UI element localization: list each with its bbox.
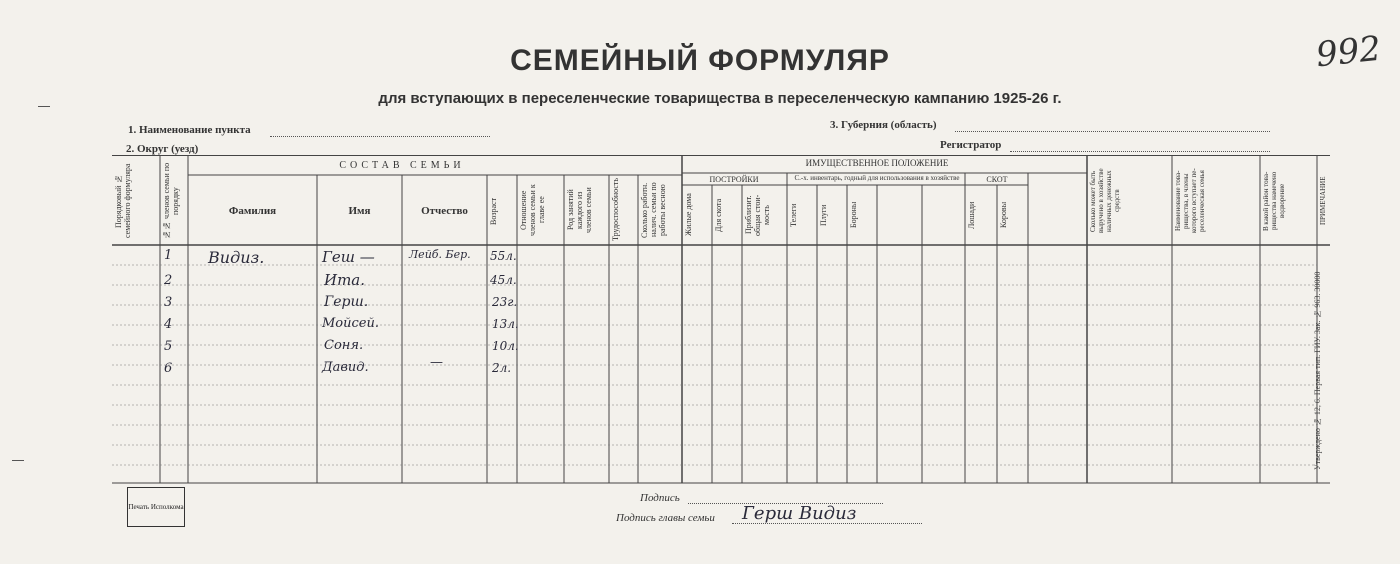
col-district-header: В какой район това- рищества намечено водворение <box>1262 171 1286 231</box>
head-signature-value: Герш Видиз <box>742 503 857 524</box>
field-punkt-line[interactable] <box>270 136 490 137</box>
col-member-no-header: №№ членов семьи по порядку <box>162 162 180 240</box>
page-title: СЕМЕЙНЫЙ ФОРМУЛЯР <box>510 44 890 77</box>
row-1-no: 1 <box>164 248 173 263</box>
row-6-no: 6 <box>164 361 173 376</box>
group-family-header: СОСТАВ СЕМЬИ <box>339 160 465 171</box>
family-table <box>112 155 1330 485</box>
group-livestock-header: СКОТ <box>986 175 1008 184</box>
col-ploughs-header: Плуги <box>819 204 828 226</box>
col-houses-header: Жилые дома <box>684 193 693 237</box>
row-2-age: 45л. <box>490 273 517 287</box>
row-6-age: 2л. <box>492 361 512 375</box>
row-2-name: Ита. <box>324 271 366 289</box>
col-partnership-header: Наименование това- рищества, в члены которого вступает пе- реселенческая семья <box>1174 168 1206 234</box>
page-subtitle: для вступающих в переселенческие товарищества в переселенческую кампанию 1925-26 г. <box>378 90 1062 107</box>
row-1-name: Геш — <box>322 248 375 266</box>
row-1-age: 55л. <box>490 249 517 263</box>
field-registrator-line[interactable] <box>1010 151 1270 152</box>
col-name-header: Имя <box>348 205 371 217</box>
col-work-capacity-header: Трудоспособность <box>611 177 620 241</box>
col-money-header: Сколько может быть выручено в хозяйстве наличных денежных средств <box>1089 168 1121 234</box>
field-registrator-label: Регистратор <box>940 139 1002 151</box>
col-occupation-header: Род занятий каждого из членов семьи <box>566 187 593 233</box>
row-3-age: 23г. <box>492 295 518 309</box>
col-carts-header: Телеги <box>789 203 798 227</box>
group-inventory-header: С.-х. инвентарь, годный для использования в хозяйстве <box>794 174 960 182</box>
row-1-patronymic: Лейб. Бер. <box>409 248 471 261</box>
row-4-age: 13л. <box>492 317 519 331</box>
row-1-surname: Видиз. <box>208 248 265 267</box>
col-cows-header: Коровы <box>999 201 1008 229</box>
col-workers-header: Сколько работн. налич. семьи по работы весною <box>640 182 667 238</box>
archive-number: 992 <box>1314 28 1383 76</box>
group-buildings-header: ПОСТРОЙКИ <box>709 175 759 184</box>
field-okrug-label: 2. Округ (уезд) <box>126 143 199 155</box>
margin-mark <box>12 460 24 461</box>
col-cattle-sheds-header: Для скота <box>714 198 723 232</box>
print-info: Утверждено № 12, 6. Первая тип. ГИУ. Зак. № 963. 30000 <box>1313 271 1322 470</box>
col-patronymic-header: Отчество <box>421 205 468 217</box>
field-guberniya-label: 3. Губерния (область) <box>830 119 937 131</box>
row-6-patronymic: — <box>430 355 443 370</box>
signature-label: Подпись <box>640 492 680 504</box>
row-5-name: Соня. <box>324 338 364 353</box>
row-4-name: Мойсей. <box>322 316 379 331</box>
head-signature-label: Подпись главы семьи <box>616 512 715 524</box>
col-harrows-header: Бороны <box>849 201 858 229</box>
group-property-header: ИМУЩЕСТВЕННОЕ ПОЛОЖЕНИЕ <box>805 158 949 168</box>
row-6-name: Давид. <box>322 360 369 375</box>
col-age-header: Возраст <box>489 197 498 225</box>
col-value-header: Приблизит. общая стои- мость <box>744 194 771 236</box>
col-remarks-header: ПРИМЕЧАНИЕ <box>1319 176 1327 226</box>
margin-mark <box>38 106 50 107</box>
stamp-label: Печать Исполкома <box>128 503 184 511</box>
row-5-age: 10л. <box>492 339 519 353</box>
row-5-no: 5 <box>164 339 173 354</box>
stamp-box <box>127 487 185 527</box>
field-punkt-label: 1. Наименование пункта <box>128 124 251 136</box>
col-relation-header: Отношение членов семьи к главе ее <box>519 184 546 236</box>
col-order-no-header: Порядковый № семейного формуляра <box>114 163 132 239</box>
row-3-name: Герш. <box>324 294 369 310</box>
field-guberniya-line[interactable] <box>955 131 1270 132</box>
col-horses-header: Лошади <box>967 201 976 229</box>
row-4-no: 4 <box>164 317 173 332</box>
row-3-no: 3 <box>164 295 173 310</box>
row-2-no: 2 <box>164 273 173 288</box>
col-surname-header: Фамилия <box>228 205 277 217</box>
